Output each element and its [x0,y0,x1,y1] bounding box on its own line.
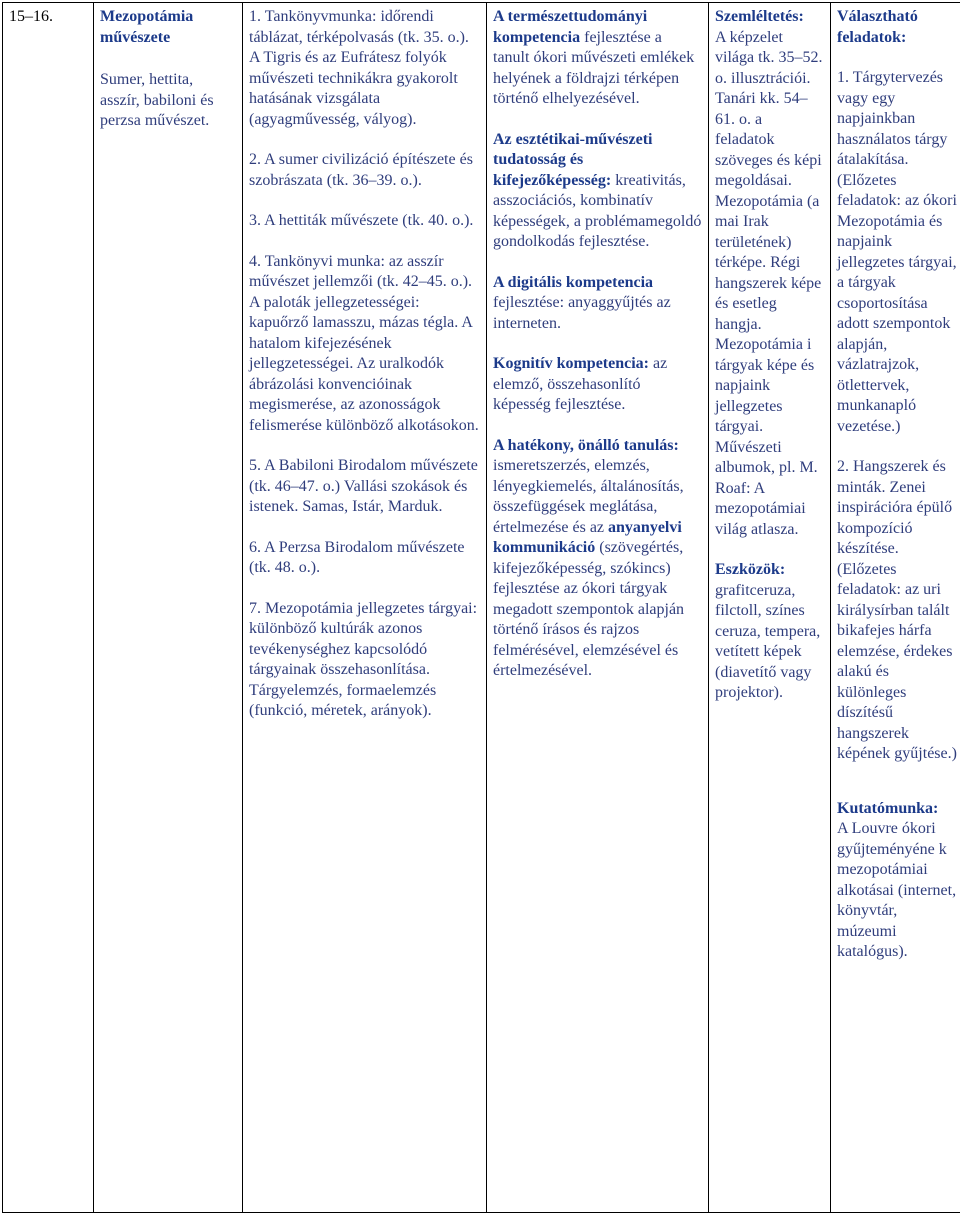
competency-learning-title: A hatékony, önálló tanulás: [493,436,679,454]
optional-heading: Választható feladatok: [837,8,918,46]
competency-cognitive-title: Kognitív kompetencia: [493,355,649,372]
competency-aesthetic [493,130,702,253]
optional-task-2: 2. Hangszerek és minták. Zenei inspirációra épülő kompozíció készítése. (Előzetes feladatok: az uri királysírban talált bikafejes hárfa elemzése, érdekes alakú és különleges díszítésű hangszerek képének gyűjtése.) [837,458,957,762]
table-row [3,3,960,1213]
content-item-7: 7. Mezopotámia jellegzetes tárgyai: különböző kultúrák azonos tevékenységhez kapcsolódó tárgyainak összehasonlítása. Tárgyelemzés, formaelemzés (funkció, méretek, arányok). [249,599,478,719]
content-item-2: 2. A sumer civilizáció építészete és szobrászata (tk. 36‒39. o.). [249,151,473,189]
tools-text: grafitceruza, filctoll, színes ceruza, tempera, vetített képek (diavetítő vagy projektor). [715,581,821,701]
competency-science [493,7,702,110]
competency-learning-text: ismeretszerzés, elemzés, lényegkiemelés, általánosítás, összefüggések meglátása, értelmezése és az [493,457,684,536]
illustration-heading: Szemléltetés: [715,8,804,25]
lesson-number: 15–16. [9,8,53,25]
topic-title: Mezopotámia művészete [100,8,194,46]
content-item-5: 5. A Babiloni Birodalom művészete (tk. 46‒47. o.) Vallási szokások és istenek. Samas, Istár, Marduk. [249,457,478,515]
lesson-plan-table [2,2,960,1213]
competency-aesthetic-text: kreativitás, asszociációs, kombinatív képességek, a problémamegoldó gondolkodás fejlesztése. [493,171,702,250]
competency-digital-text: fejlesztése: anyaggyűjtés az interneten. [493,294,671,332]
tools-heading: Eszközök: [715,561,786,578]
illustration-cell [709,3,831,1213]
competency-science-text: fejlesztése a tanult ókori művészeti emlékek helyének a földrajzi térképen történő elhelyezésével. [493,28,695,107]
competency-cognitive-text: az elemző, összehasonlító képesség fejlesztése. [493,355,668,413]
competency-language-text: (szövegértés, kifejezőképesség, szókincs) fejlesztése az ókori tárgyak megadott szempontok alapján történő írásos és rajzos felmérésével, elemzésével és értelmezésével. [493,539,685,679]
content-item-6: 6. A Perzsa Birodalom művészete (tk. 48. o.). [249,538,465,576]
topic-cell [94,3,243,1213]
research-heading: Kutatómunka: [837,799,939,817]
content-item-3: 3. A hettiták művészete (tk. 40. o.). [249,212,474,229]
competency-digital [493,273,702,335]
competency-aesthetic-title: Az esztétikai-művészeti tudatosság és kifejezőképesség: [493,130,653,189]
competency-science-title: A természettudományi kompetencia [493,8,648,46]
illustration-text: A képzelet világa tk. 35‒52. o. illusztrációi. Tanári kk. 54‒61. o. a feladatok szöveges és képi megoldásai. Mezopotámia (a mai Irak területének) térképe. Régi hangszerek képe és esetleg hangja. Mezopotámia i tárgyak képe és napjaink jellegzetes tárgyai. Művészeti albumok, pl. M. Roaf: A mezopotámiai világ atlasza. [715,28,823,538]
research-text: A Louvre ókori gyűjteményéne k mezopotámiai alkotásai (internet, könyvtár, múzeumi katalógus). [837,820,957,960]
lesson-number-cell [3,3,94,1213]
content-item-1: 1. Tankönyvmunka: időrendi táblázat, térképolvasás (tk. 35. o.). A Tigris és az Eufrátesz folyók művészeti technikákra gyakorolt hatásának vizsgálata (agyagművesség, vályog). [249,8,469,128]
competencies-cell [487,3,709,1213]
content-cell [243,3,487,1213]
optional-task-1: 1. Tárgytervezés vagy egy napjainkban használatos tárgy átalakítása. (Előzetes feladatok: az ókori Mezopotámia és napjaink jellegzetes tárgyai, a tárgyak csoportosítása adott szempontok alapján, vázlatrajzok, ötlettervek, munkanapló vezetése.) [837,69,957,435]
competency-language-title: anyanyelvi kommunikáció [493,518,682,556]
competency-learning [493,436,702,682]
topic-subtitle: Sumer, hettita, asszír, babiloni és perzsa művészet. [100,71,214,129]
competency-cognitive [493,354,702,416]
optional-tasks-cell [831,3,960,1213]
content-item-4: 4. Tankönyvi munka: az asszír művészet jellemzői (tk. 42‒45. o.). A paloták jellegzetességei: kapuőrző lamasszu, mázas tégla. A hatalom kifejezésének jellegzetességei. Az uralkodók ábrázolási konvencióinak megismerése, az azonosságok felismerése különböző alkotásokon. [249,252,479,434]
competency-digital-title: A digitális kompetencia [493,273,654,291]
